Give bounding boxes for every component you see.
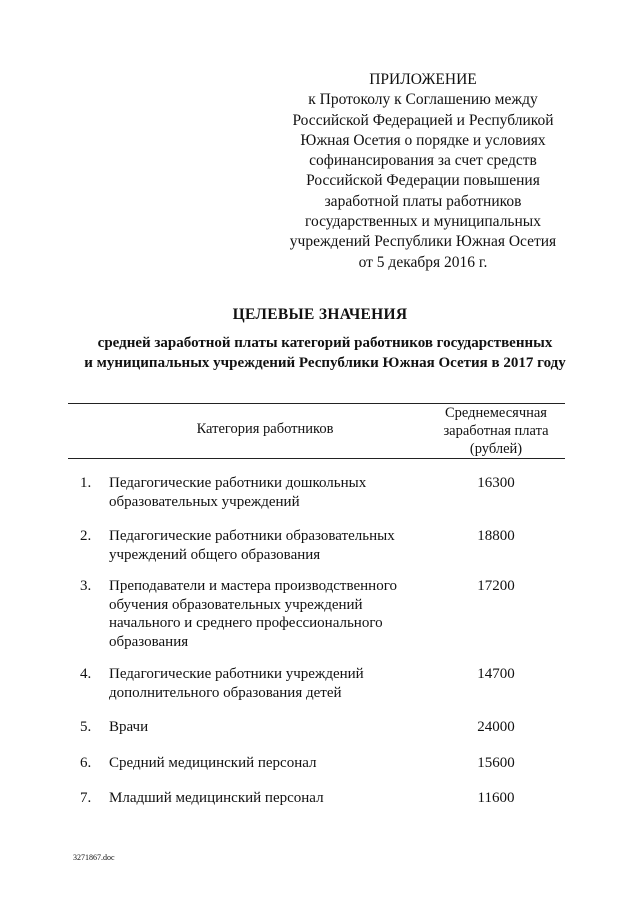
row-number: 6. xyxy=(80,755,92,771)
annex-line: заработной платы работников xyxy=(324,192,522,210)
annex-block xyxy=(268,70,578,273)
annex-line: софинансирования за счет средств xyxy=(309,152,537,170)
row-number: 2. xyxy=(80,528,92,544)
row-number: 3. xyxy=(80,578,92,594)
row-number: 7. xyxy=(80,790,92,806)
document-title: ЦЕЛЕВЫЕ ЗНАЧЕНИЯ xyxy=(232,306,408,323)
row-value: 16300 xyxy=(477,475,515,491)
subtitle-line: средней заработной платы категорий работников государственных xyxy=(97,335,553,351)
header-category: Категория работников xyxy=(196,421,334,437)
annex-line: государственных и муниципальных xyxy=(305,213,541,231)
row-category: Средний медицинский персонал xyxy=(109,755,317,771)
header-salary-line: заработная плата xyxy=(443,423,549,439)
row-category: Врачи xyxy=(109,719,149,735)
row-number: 4. xyxy=(80,666,92,682)
annex-line: к Протоколу к Соглашению между xyxy=(308,91,538,109)
row-value: 17200 xyxy=(477,578,515,594)
document-subtitle xyxy=(60,333,590,373)
row-value: 18800 xyxy=(477,528,515,544)
annex-heading: ПРИЛОЖЕНИЕ xyxy=(369,71,477,88)
header-salary xyxy=(420,404,572,458)
row-value: 14700 xyxy=(477,666,515,682)
file-name-footer: 3271867.doc xyxy=(73,853,115,862)
table-header-rule xyxy=(68,458,565,459)
annex-line: Российской Федерацией и Республикой xyxy=(292,111,554,129)
header-salary-line: (рублей) xyxy=(469,441,523,457)
row-number: 1. xyxy=(80,475,92,491)
annex-line: Российской Федерации повышения xyxy=(306,172,540,190)
row-category: Педагогические работники дошкольных образовательных учреждений xyxy=(109,475,367,510)
row-value: 11600 xyxy=(477,790,515,806)
annex-line: учреждений Республики Южная Осетия xyxy=(289,233,557,251)
row-category: Преподаватели и мастера производственного обучения образовательных учреждений начального и среднего профессионального образования xyxy=(109,578,397,650)
row-category: Педагогические работники образовательных учреждений общего образования xyxy=(109,528,395,563)
header-salary-line: Среднемесячная xyxy=(445,405,547,421)
annex-line: Южная Осетия о порядке и условиях xyxy=(300,131,546,149)
row-value: 15600 xyxy=(477,755,515,771)
subtitle-line: и муниципальных учреждений Республики Южная Осетия в 2017 году xyxy=(84,355,566,371)
annex-line: от 5 декабря 2016 г. xyxy=(358,253,488,271)
row-category: Педагогические работники учреждений дополнительного образования детей xyxy=(109,666,364,701)
row-category: Младший медицинский персонал xyxy=(109,790,324,806)
row-number: 5. xyxy=(80,719,92,735)
row-value: 24000 xyxy=(477,719,515,735)
